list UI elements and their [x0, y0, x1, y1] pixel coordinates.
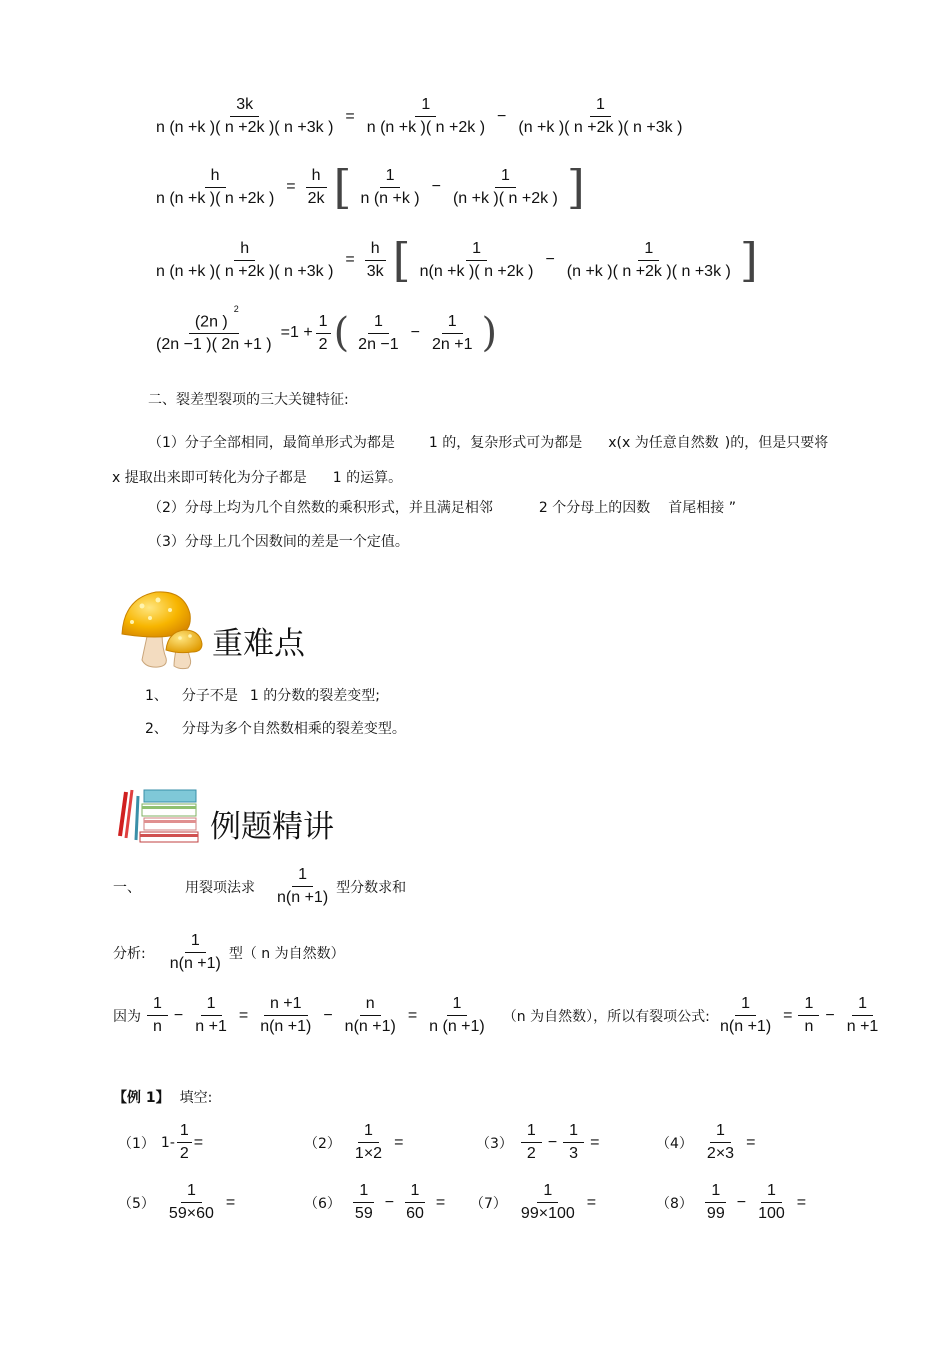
fraction: $\frac{(2n )^2}{(2n -1 )( 2n +1 )}$: [156, 304, 272, 354]
fraction: $\frac{1}{n(n +k )( n +2k )}$: [419, 239, 534, 280]
question-4: （4） $\frac{1}{2\times 3}$ =: [656, 1122, 756, 1162]
fraction: $\frac{1}{n (n +k )}$: [360, 166, 420, 207]
fraction: $\frac{1}{2n -1}$: [358, 312, 399, 353]
left-bracket: [: [333, 160, 352, 214]
question-3: （3） $\frac{1}{2}$ − $\frac{1}{3}$ =: [476, 1122, 600, 1162]
fraction: $\frac{1}{99}$: [706, 1182, 725, 1222]
list-item: 2、 分母为多个自然数相乘的裂差变型。: [145, 721, 406, 737]
section-title: 二、裂差型裂项的三大关键特征:: [148, 392, 349, 408]
fraction: $\frac{h}{n (n +k )( n +2k )( n +3k )}$: [156, 239, 334, 280]
paragraph-3: （3）分母上几个因数间的差是一个定值。: [148, 534, 409, 550]
fraction: $\frac{1}{1\times 2}$: [354, 1122, 383, 1162]
fraction: $\frac{1}{(n +k )( n +2k )( n +3k )}$: [518, 96, 683, 136]
split-formula: $\frac{1}{n(n +1)}$ = $\frac{1}{n}$ − $\frac{1}{n +1}$: [712, 995, 886, 1036]
question-7: （7） $\frac{1}{99\times 100}$ =: [470, 1182, 597, 1222]
question-8: （8） $\frac{1}{99}$ − $\frac{1}{100}$ =: [656, 1182, 807, 1222]
fraction: $\frac{1}{(n +k )( n +2k )( n +3k )}$: [566, 239, 731, 280]
formula-4: $\frac{(2n )^2}{(2n -1 )( 2n +1 )}$ =1 + $\frac{1}{2}$ ( $\frac{1}{2n -1}$ − $\frac{1}{2n +1}$ ): [148, 312, 498, 354]
left-paren: (: [333, 310, 350, 357]
question-6: （6） $\frac{1}{59}$ − $\frac{1}{60}$ =: [304, 1182, 446, 1222]
paragraph-1-cont: x 提取出来即可转化为分子都是 1 的运算。: [112, 470, 403, 486]
list-item: 1、 分子不是 1 的分数的裂差变型;: [145, 688, 380, 704]
right-paren: ): [481, 310, 498, 357]
fraction: $\frac{1}{(n +k )( n +2k )}$: [452, 166, 558, 207]
question-1: （1） 1- $\frac{1}{2}$ =: [118, 1122, 204, 1162]
fraction: $\frac{1}{n +1}$: [846, 995, 879, 1035]
paragraph-2: （2）分母上均为几个自然数的乘积形式，并且满足相邻 2 个分母上的因数 首尾相接 ”: [148, 500, 736, 516]
fraction: $\frac{1}{2}$: [177, 1122, 192, 1163]
question-2: （2） $\frac{1}{1\times 2}$ =: [304, 1122, 404, 1162]
books-icon: [112, 786, 204, 846]
fraction: $\frac{1}{n}$: [147, 995, 168, 1036]
fraction: $\frac{h}{2k}$: [307, 166, 325, 207]
fraction: $\frac{n}{n(n +1)}$: [344, 995, 396, 1035]
fraction: $\frac{1}{n(n +1)}$: [720, 995, 772, 1035]
fraction: $\frac{1}{n (n +1)}$: [429, 995, 485, 1035]
analysis: 分析: $\frac{1}{n(n +1)}$ 型（ n 为自然数）: [113, 932, 345, 972]
formula-3: $\frac{h}{n (n +k )( n +2k )( n +3k )}$ = $\frac{h}{3k}$ [ $\frac{1}{n(n +k )( n +2k )}$ − $\frac{1}{(n +k )( n +2k )( n +3k )}$ ]: [148, 237, 759, 283]
right-bracket: ]: [739, 233, 758, 287]
fraction: $\frac{h}{n (n +k )( n +2k )}$: [156, 166, 275, 207]
fraction: $\frac{1}{60}$: [406, 1182, 424, 1222]
mushroom-icon: [118, 588, 208, 672]
fraction: $\frac{1}{3}$: [563, 1122, 584, 1163]
fraction: $\frac{1}{59\times 60}$: [168, 1182, 214, 1222]
fraction: $\frac{1}{n (n +k )( n +2k )}$: [366, 96, 486, 136]
part-1: 一、 用裂项法求 $\frac{1}{n(n +1)}$ 型分数求和: [113, 866, 407, 906]
paragraph-1: （1）分子全部相同，最简单形式为都是 1 的，复杂形式可为都是 x(x 为任意自然数 )的，但是只要将: [148, 435, 829, 451]
fraction: $\frac{1}{n(n +1)}$: [277, 866, 329, 906]
difficult-heading: 重难点: [212, 626, 305, 662]
left-bracket: [: [392, 233, 411, 287]
fraction: $\frac{1}{100}$: [758, 1182, 785, 1222]
fraction: $\frac{n +1}{n(n +1)}$: [260, 995, 312, 1035]
question-5: （5） $\frac{1}{59\times 60}$ =: [118, 1182, 236, 1222]
examples-heading: 例题精讲: [210, 809, 334, 845]
fraction: $\frac{1}{2}$: [521, 1122, 542, 1163]
fraction: $\frac{1}{2n +1}$: [432, 312, 473, 353]
fraction: $\frac{1}{99\times 100}$: [520, 1182, 575, 1222]
fraction: $\frac{1}{n +1}$: [195, 995, 227, 1035]
fraction: $\frac{1}{n(n +1)}$: [169, 932, 221, 972]
fraction: $\frac{h}{3k}$: [366, 239, 384, 280]
fraction: $\frac{1}{2\times 3}$: [706, 1122, 735, 1162]
fraction: $\frac{1}{2}$: [316, 313, 331, 354]
example-1-title: 【例 1】 填空:: [113, 1090, 213, 1106]
because-line: 因为 $\frac{1}{n}$ − $\frac{1}{n +1}$ = $\frac{n +1}{n(n +1)}$ − $\frac{n}{n(n +1)}$ = $\frac{1}{n (n +1)}$ （n 为自然数），所以有裂项公式:: [113, 995, 710, 1035]
right-bracket: ]: [566, 160, 585, 214]
fraction: $\frac{1}{n}$: [798, 995, 819, 1036]
formula-1: $\frac{3k}{n (n +k )( n +2k )( n +3k )}$ = $\frac{1}{n (n +k )( n +2k )}$ − $\frac{1}{(n +k )( n +2k )( n +3k )}$: [148, 96, 690, 137]
fraction: $\frac{3k}{n (n +k )( n +2k )( n +3k )}$: [156, 96, 334, 136]
formula-2: $\frac{h}{n (n +k )( n +2k )}$ = $\frac{h}{2k}$ [ $\frac{1}{n (n +k )}$ − $\frac{1}{(n +k )( n +2k )}$ ]: [148, 164, 586, 210]
fraction: $\frac{1}{59}$: [354, 1182, 373, 1222]
